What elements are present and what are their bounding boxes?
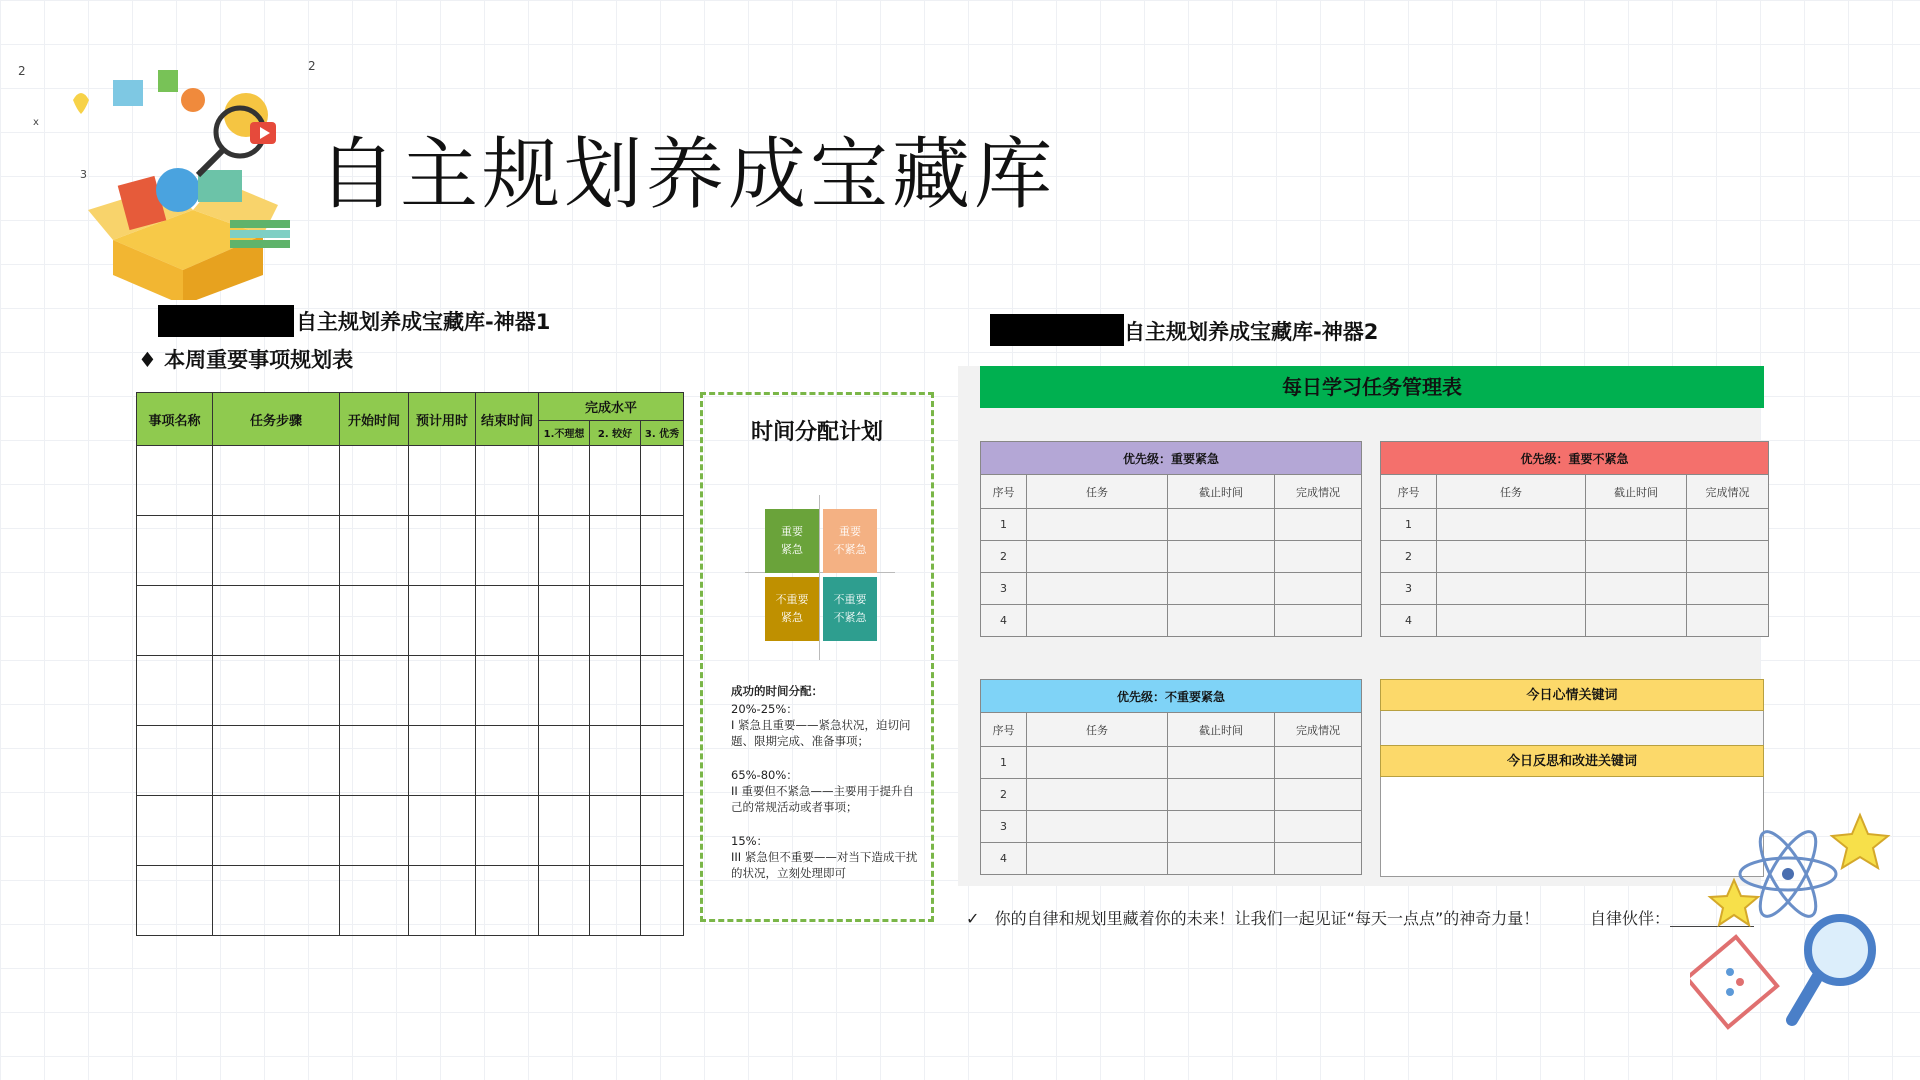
- table-cell[interactable]: [641, 656, 684, 726]
- task-cell[interactable]: [1027, 779, 1168, 811]
- quadrant-1: 重要 紧急: [765, 509, 819, 573]
- table-cell[interactable]: [409, 586, 476, 656]
- status-cell[interactable]: [1275, 605, 1362, 637]
- reflect-title: 今日反思和改进关键词: [1380, 745, 1764, 777]
- deadline-cell[interactable]: [1168, 747, 1275, 779]
- deadline-cell[interactable]: [1586, 541, 1687, 573]
- table-cell[interactable]: [213, 866, 340, 936]
- deadline-cell[interactable]: [1586, 509, 1687, 541]
- row-number: 3: [981, 573, 1027, 605]
- deadline-cell[interactable]: [1168, 573, 1275, 605]
- col-header: 任务步骤: [213, 393, 340, 446]
- row-number: 4: [1381, 605, 1437, 637]
- row-number: 1: [981, 747, 1027, 779]
- task-cell[interactable]: [1437, 605, 1586, 637]
- table-cell[interactable]: [137, 656, 213, 726]
- table-cell[interactable]: [539, 866, 590, 936]
- deadline-cell[interactable]: [1168, 843, 1275, 875]
- page-title: 自主规划养成宝藏库: [318, 130, 1057, 220]
- quadrant-4: 不重要 不紧急: [823, 577, 877, 641]
- table-row: [981, 811, 1362, 843]
- check-icon: ✓: [966, 909, 980, 928]
- table-cell[interactable]: [340, 656, 409, 726]
- status-cell[interactable]: [1275, 843, 1362, 875]
- row-number: 2: [981, 779, 1027, 811]
- table-row: [137, 796, 684, 866]
- task-cell[interactable]: [1437, 573, 1586, 605]
- status-cell[interactable]: [1687, 573, 1769, 605]
- priority-col-header: 任务: [1437, 475, 1586, 509]
- deadline-cell[interactable]: [1586, 573, 1687, 605]
- redacted-block-2: [990, 314, 1124, 346]
- table-cell[interactable]: [340, 796, 409, 866]
- row-number: 1: [981, 509, 1027, 541]
- status-cell[interactable]: [1275, 747, 1362, 779]
- table-row: [137, 516, 684, 586]
- table-cell[interactable]: [476, 726, 539, 796]
- task-cell[interactable]: [1437, 509, 1586, 541]
- table-cell[interactable]: [476, 656, 539, 726]
- table-cell[interactable]: [590, 656, 641, 726]
- table-cell[interactable]: [476, 866, 539, 936]
- table-cell[interactable]: [539, 446, 590, 516]
- table-row: [981, 779, 1362, 811]
- task-cell[interactable]: [1027, 541, 1168, 573]
- table-cell[interactable]: [476, 516, 539, 586]
- note-item: 15%： III 紧急但不重要——对当下造成干扰的状况，立刻处理即可: [731, 834, 918, 880]
- priority-col-header: 任务: [1027, 713, 1168, 747]
- table-cell[interactable]: [213, 446, 340, 516]
- status-cell[interactable]: [1275, 541, 1362, 573]
- priority-table: [1380, 441, 1769, 637]
- status-cell[interactable]: [1275, 779, 1362, 811]
- priority-col-header: 完成情况: [1687, 475, 1769, 509]
- table-cell[interactable]: [476, 796, 539, 866]
- table-row: [1381, 541, 1769, 573]
- deadline-cell[interactable]: [1586, 605, 1687, 637]
- table-cell[interactable]: [340, 446, 409, 516]
- table-cell[interactable]: [213, 656, 340, 726]
- tool1-subheading: ♦ 本周重要事项规划表: [138, 348, 354, 372]
- quadrant-3: 不重要 紧急: [765, 577, 819, 641]
- table-cell[interactable]: [340, 586, 409, 656]
- mood-input-area[interactable]: [1380, 711, 1764, 745]
- education-box-illustration: [18, 30, 318, 300]
- table-cell[interactable]: [137, 796, 213, 866]
- table-row: [981, 509, 1362, 541]
- table-cell[interactable]: [137, 866, 213, 936]
- priority-table: [980, 441, 1362, 637]
- table-cell[interactable]: [340, 726, 409, 796]
- col-header: 预计用时: [409, 393, 476, 446]
- table-row: [137, 446, 684, 516]
- svg-text:x: x: [33, 117, 39, 128]
- table-cell[interactable]: [539, 656, 590, 726]
- priority-col-header: 完成情况: [1275, 713, 1362, 747]
- priority-col-header: 截止时间: [1586, 475, 1687, 509]
- table-cell[interactable]: [641, 726, 684, 796]
- table-cell[interactable]: [539, 516, 590, 586]
- table-row: [1381, 509, 1769, 541]
- level-sub-header: 1.不理想: [539, 420, 590, 445]
- table-cell[interactable]: [641, 586, 684, 656]
- level-sub-header: 3. 优秀: [641, 420, 684, 445]
- table-cell[interactable]: [340, 516, 409, 586]
- time-allocation-box: [700, 392, 934, 922]
- table-cell[interactable]: [476, 586, 539, 656]
- deadline-cell[interactable]: [1168, 605, 1275, 637]
- row-number: 2: [981, 541, 1027, 573]
- table-cell[interactable]: [590, 516, 641, 586]
- table-row: [137, 866, 684, 936]
- col-header: 结束时间: [476, 393, 539, 446]
- table-cell[interactable]: [641, 866, 684, 936]
- table-cell[interactable]: [213, 726, 340, 796]
- priority-title: 优先级：重要紧急: [981, 442, 1362, 475]
- table-cell[interactable]: [213, 516, 340, 586]
- level-header: 完成水平: [539, 393, 684, 421]
- row-number: 1: [1381, 509, 1437, 541]
- table-cell[interactable]: [409, 516, 476, 586]
- weekly-plan-table: [136, 392, 684, 936]
- science-illustration: [1690, 800, 1918, 1050]
- status-cell[interactable]: [1275, 509, 1362, 541]
- priority-col-header: 截止时间: [1168, 475, 1275, 509]
- table-cell[interactable]: [409, 656, 476, 726]
- table-cell[interactable]: [409, 796, 476, 866]
- table-cell[interactable]: [137, 726, 213, 796]
- priority-table: [980, 679, 1362, 875]
- col-header: 开始时间: [340, 393, 409, 446]
- daily-task-banner: 每日学习任务管理表: [980, 366, 1764, 408]
- table-cell[interactable]: [641, 446, 684, 516]
- table-row: [137, 726, 684, 796]
- priority-col-header: 序号: [1381, 475, 1437, 509]
- svg-text:2: 2: [308, 59, 316, 73]
- table-cell[interactable]: [641, 516, 684, 586]
- row-number: 3: [1381, 573, 1437, 605]
- note-item: 65%-80%： II 重要但不紧急——主要用于提升自己的常规活动或者事项；: [731, 768, 914, 814]
- table-row: [1381, 605, 1769, 637]
- task-cell[interactable]: [1027, 573, 1168, 605]
- status-cell[interactable]: [1687, 509, 1769, 541]
- table-row: [981, 573, 1362, 605]
- priority-col-header: 任务: [1027, 475, 1168, 509]
- priority-col-header: 截止时间: [1168, 713, 1275, 747]
- level-sub-header: 2. 较好: [590, 420, 641, 445]
- table-cell[interactable]: [213, 586, 340, 656]
- table-cell[interactable]: [476, 446, 539, 516]
- table-cell[interactable]: [409, 726, 476, 796]
- table-cell[interactable]: [409, 866, 476, 936]
- table-row: [981, 747, 1362, 779]
- status-cell[interactable]: [1275, 811, 1362, 843]
- status-cell[interactable]: [1687, 541, 1769, 573]
- svg-text:3: 3: [80, 168, 87, 181]
- table-row: [981, 843, 1362, 875]
- time-notes: [731, 683, 921, 899]
- redacted-block-1: [158, 305, 294, 337]
- tool1-heading: 自主规划养成宝藏库-神器1: [296, 310, 551, 334]
- table-row: [137, 656, 684, 726]
- priority-col-header: 序号: [981, 475, 1027, 509]
- task-cell[interactable]: [1437, 541, 1586, 573]
- partner-label: 自律伙伴：: [1590, 909, 1671, 928]
- footer-text: [966, 906, 1539, 929]
- deadline-cell[interactable]: [1168, 541, 1275, 573]
- task-cell[interactable]: [1027, 747, 1168, 779]
- svg-text:2: 2: [18, 64, 26, 78]
- table-cell[interactable]: [590, 796, 641, 866]
- table-cell[interactable]: [539, 726, 590, 796]
- deadline-cell[interactable]: [1168, 811, 1275, 843]
- status-cell[interactable]: [1275, 573, 1362, 605]
- table-cell[interactable]: [137, 516, 213, 586]
- table-cell[interactable]: [213, 796, 340, 866]
- axis-vertical: [819, 495, 820, 660]
- col-header: 事项名称: [137, 393, 213, 446]
- priority-title: 优先级：不重要紧急: [981, 680, 1362, 713]
- table-cell[interactable]: [590, 446, 641, 516]
- table-row: [1381, 573, 1769, 605]
- table-cell[interactable]: [137, 586, 213, 656]
- table-cell[interactable]: [590, 726, 641, 796]
- row-number: 2: [1381, 541, 1437, 573]
- table-row: [137, 586, 684, 656]
- quadrant-2: 重要 不紧急: [823, 509, 877, 573]
- table-cell[interactable]: [137, 446, 213, 516]
- table-cell[interactable]: [590, 586, 641, 656]
- note-item: 20%-25%： I 紧急且重要——紧急状况，迫切问题、限期完成、准备事项；: [731, 702, 911, 748]
- table-cell[interactable]: [539, 586, 590, 656]
- row-number: 4: [981, 843, 1027, 875]
- table-cell[interactable]: [590, 866, 641, 936]
- table-cell[interactable]: [539, 796, 590, 866]
- task-cell[interactable]: [1027, 605, 1168, 637]
- footer-message: 你的自律和规划里藏着你的未来！让我们一起见证“每天一点点”的神奇力量！: [994, 909, 1540, 928]
- deadline-cell[interactable]: [1168, 509, 1275, 541]
- priority-col-header: 完成情况: [1275, 475, 1362, 509]
- notes-title: 成功的时间分配：: [731, 684, 823, 698]
- tool2-heading: 自主规划养成宝藏库-神器2: [1124, 320, 1379, 344]
- mood-title: 今日心情关键词: [1380, 679, 1764, 711]
- task-cell[interactable]: [1027, 509, 1168, 541]
- task-cell[interactable]: [1027, 843, 1168, 875]
- deadline-cell[interactable]: [1168, 779, 1275, 811]
- priority-col-header: 序号: [981, 713, 1027, 747]
- task-cell[interactable]: [1027, 811, 1168, 843]
- priority-title: 优先级：重要不紧急: [1381, 442, 1769, 475]
- table-cell[interactable]: [340, 866, 409, 936]
- table-row: [981, 541, 1362, 573]
- status-cell[interactable]: [1687, 605, 1769, 637]
- table-cell[interactable]: [409, 446, 476, 516]
- row-number: 4: [981, 605, 1027, 637]
- row-number: 3: [981, 811, 1027, 843]
- time-plan-title: 时间分配计划: [750, 420, 883, 445]
- table-row: [981, 605, 1362, 637]
- table-cell[interactable]: [641, 796, 684, 866]
